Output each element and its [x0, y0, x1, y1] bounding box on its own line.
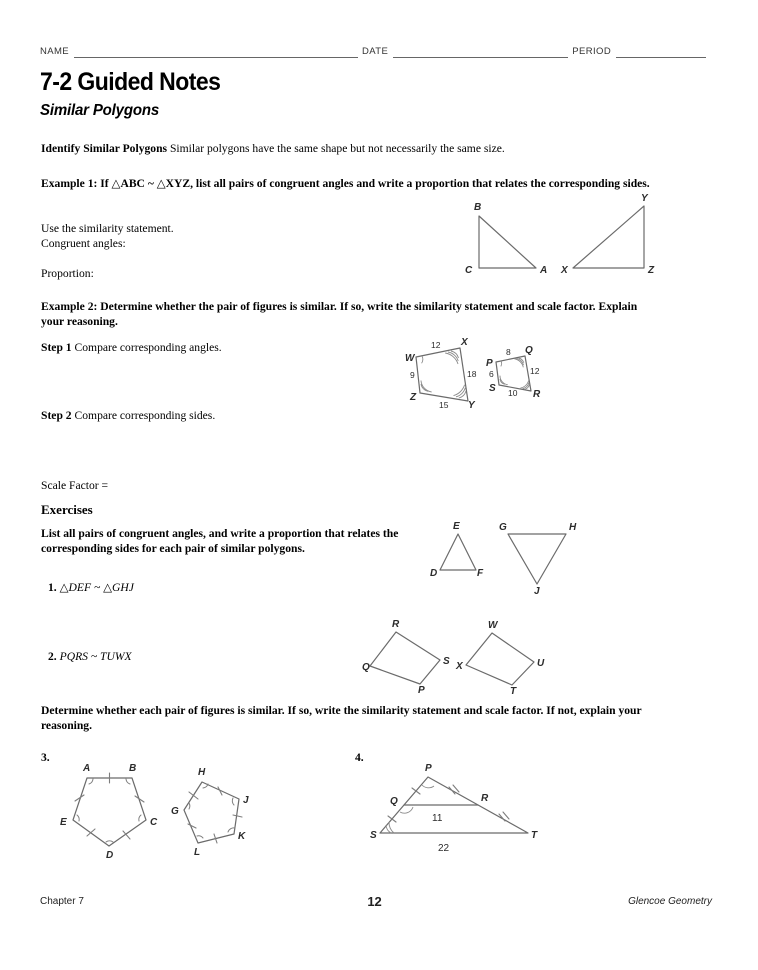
example2-label-R: R — [533, 389, 541, 400]
concept-paragraph — [41, 142, 721, 157]
example1-label-X: X — [561, 265, 568, 276]
example1-prompt: Example 1: If △ABC ~ △XYZ, list all pairs of congruent angles and write a proportion that relates the corresponding sides. — [41, 177, 650, 190]
step2-text: Compare corresponding sides. — [74, 409, 216, 422]
example2-side-XY: 18 — [467, 369, 477, 379]
step2-label: Step 2 — [41, 409, 72, 422]
concept-text: Similar polygons have the same shape but not necessarily the same size. — [169, 142, 505, 155]
exercise1-figure — [430, 520, 590, 597]
exercise3-figure — [58, 758, 273, 866]
exercise-1 — [48, 581, 308, 596]
example2-label-X: X — [461, 337, 468, 348]
exercise-2-statement: PQRS ~ TUWX — [59, 650, 132, 663]
footer-page-number: 12 — [367, 893, 382, 909]
exercise3-label-H: H — [198, 767, 206, 778]
example2-side-PQ: 8 — [506, 347, 511, 357]
example2-label-S: S — [489, 383, 496, 394]
name-input-line[interactable] — [74, 46, 358, 58]
example1-line1: Use the similarity statement. — [41, 222, 174, 235]
footer-book-title: Glencoe Geometry — [628, 895, 712, 907]
example2-side-WX: 12 — [431, 340, 441, 350]
example1-proportion-label: Proportion: — [41, 267, 94, 280]
example2-side-QR: 12 — [530, 366, 540, 376]
example2-side-WZ: 9 — [410, 370, 415, 380]
exercise4-label-T: T — [531, 830, 538, 841]
exercise-3-number: 3. — [41, 751, 50, 764]
exercise4-label-P: P — [425, 763, 432, 774]
exercise4-figure — [370, 755, 555, 860]
exercise3-label-C: C — [150, 817, 158, 828]
example2-side-ZY: 15 — [439, 400, 449, 410]
date-input-line[interactable] — [393, 46, 568, 58]
student-info-row — [40, 42, 710, 58]
example2-side-PS: 6 — [489, 369, 494, 379]
exercise3-label-A: A — [83, 763, 91, 774]
example1-label-A: A — [540, 265, 548, 276]
example1-line2: Congruent angles: — [41, 236, 126, 250]
exercise3-label-D: D — [106, 850, 114, 861]
example2-step1 — [41, 341, 371, 356]
page-title: 7-2 Guided Notes — [40, 68, 221, 96]
exercise-2-number: 2. — [48, 650, 57, 663]
example2-side-SR: 10 — [508, 388, 518, 398]
exercise3-label-J: J — [243, 795, 249, 806]
footer-chapter: Chapter 7 — [40, 895, 84, 907]
exercise3-label-B: B — [129, 763, 137, 774]
exercise2-label-S: S — [443, 656, 450, 667]
exercises-directions-2: Determine whether each pair of figures is similar. If so, write the similarity statement and scale factor. If not, explain your reasoning. — [41, 704, 642, 732]
exercise4-label-R: R — [481, 793, 489, 804]
page-subtitle: Similar Polygons — [40, 102, 160, 119]
exercise2-label-T: T — [510, 686, 517, 697]
exercise4-label-S: S — [370, 830, 377, 841]
exercise4-segment-ST: 22 — [438, 843, 450, 854]
example2-label-W: W — [405, 353, 415, 364]
exercise1-label-D: D — [430, 568, 438, 579]
example1-label-Z: Z — [648, 265, 655, 276]
example1-label-Y: Y — [641, 193, 648, 204]
example1-label-B: B — [474, 202, 482, 213]
exercise1-label-J: J — [534, 586, 540, 597]
exercise-2 — [48, 650, 308, 665]
exercise2-label-U: U — [537, 658, 545, 669]
exercise-4-number: 4. — [355, 751, 364, 764]
name-label: NAME — [40, 46, 70, 57]
exercise1-label-H: H — [569, 522, 577, 533]
step1-label: Step 1 — [41, 341, 72, 354]
exercise4-label-Q: Q — [390, 796, 398, 807]
page-footer — [40, 893, 712, 909]
exercise3-label-G: G — [171, 806, 179, 817]
date-label: DATE — [361, 46, 389, 57]
exercise2-label-X: X — [456, 661, 463, 672]
exercise1-label-E: E — [453, 521, 460, 532]
exercise1-label-F: F — [477, 568, 484, 579]
period-input-line[interactable] — [616, 46, 706, 58]
exercise2-label-R: R — [392, 619, 400, 630]
exercises-heading: Exercises — [41, 502, 93, 517]
step1-text: Compare corresponding angles. — [74, 341, 222, 354]
exercise3-label-K: K — [238, 831, 246, 842]
example2-label-P: P — [486, 358, 493, 369]
period-label: PERIOD — [572, 46, 612, 57]
example2-prompt: Example 2: Determine whether the pair of figures is similar. If so, write the similarity statement and scale factor. Explain your reasoning. — [41, 300, 638, 328]
exercise4-segment-QR: 11 — [432, 813, 443, 824]
example2-label-Z: Z — [410, 392, 417, 403]
exercises-directions-1: List all pairs of congruent angles, and write a proportion that relates the corresponding sides for each pair of similar polygons. — [41, 527, 399, 555]
example1-label-C: C — [465, 265, 473, 276]
example2-figure — [402, 336, 562, 412]
exercise-1-number: 1. — [48, 581, 57, 594]
exercise2-label-Q: Q — [362, 662, 370, 673]
example2-label-Q: Q — [525, 345, 533, 356]
exercise-1-statement: △DEF ~ △GHJ — [59, 581, 134, 594]
exercise2-label-W: W — [488, 620, 498, 631]
example2-step2 — [41, 409, 371, 424]
concept-heading: Identify Similar Polygons — [41, 142, 168, 155]
exercise3-label-L: L — [194, 847, 201, 858]
exercise2-label-P: P — [418, 685, 425, 696]
scale-factor-label: Scale Factor = — [41, 479, 109, 492]
exercise3-label-E: E — [60, 817, 67, 828]
example2-label-Y: Y — [468, 400, 475, 411]
exercise1-label-G: G — [499, 522, 507, 533]
example1-instructions — [41, 222, 341, 251]
exercise2-figure — [362, 614, 562, 697]
example1-figure — [455, 190, 670, 285]
